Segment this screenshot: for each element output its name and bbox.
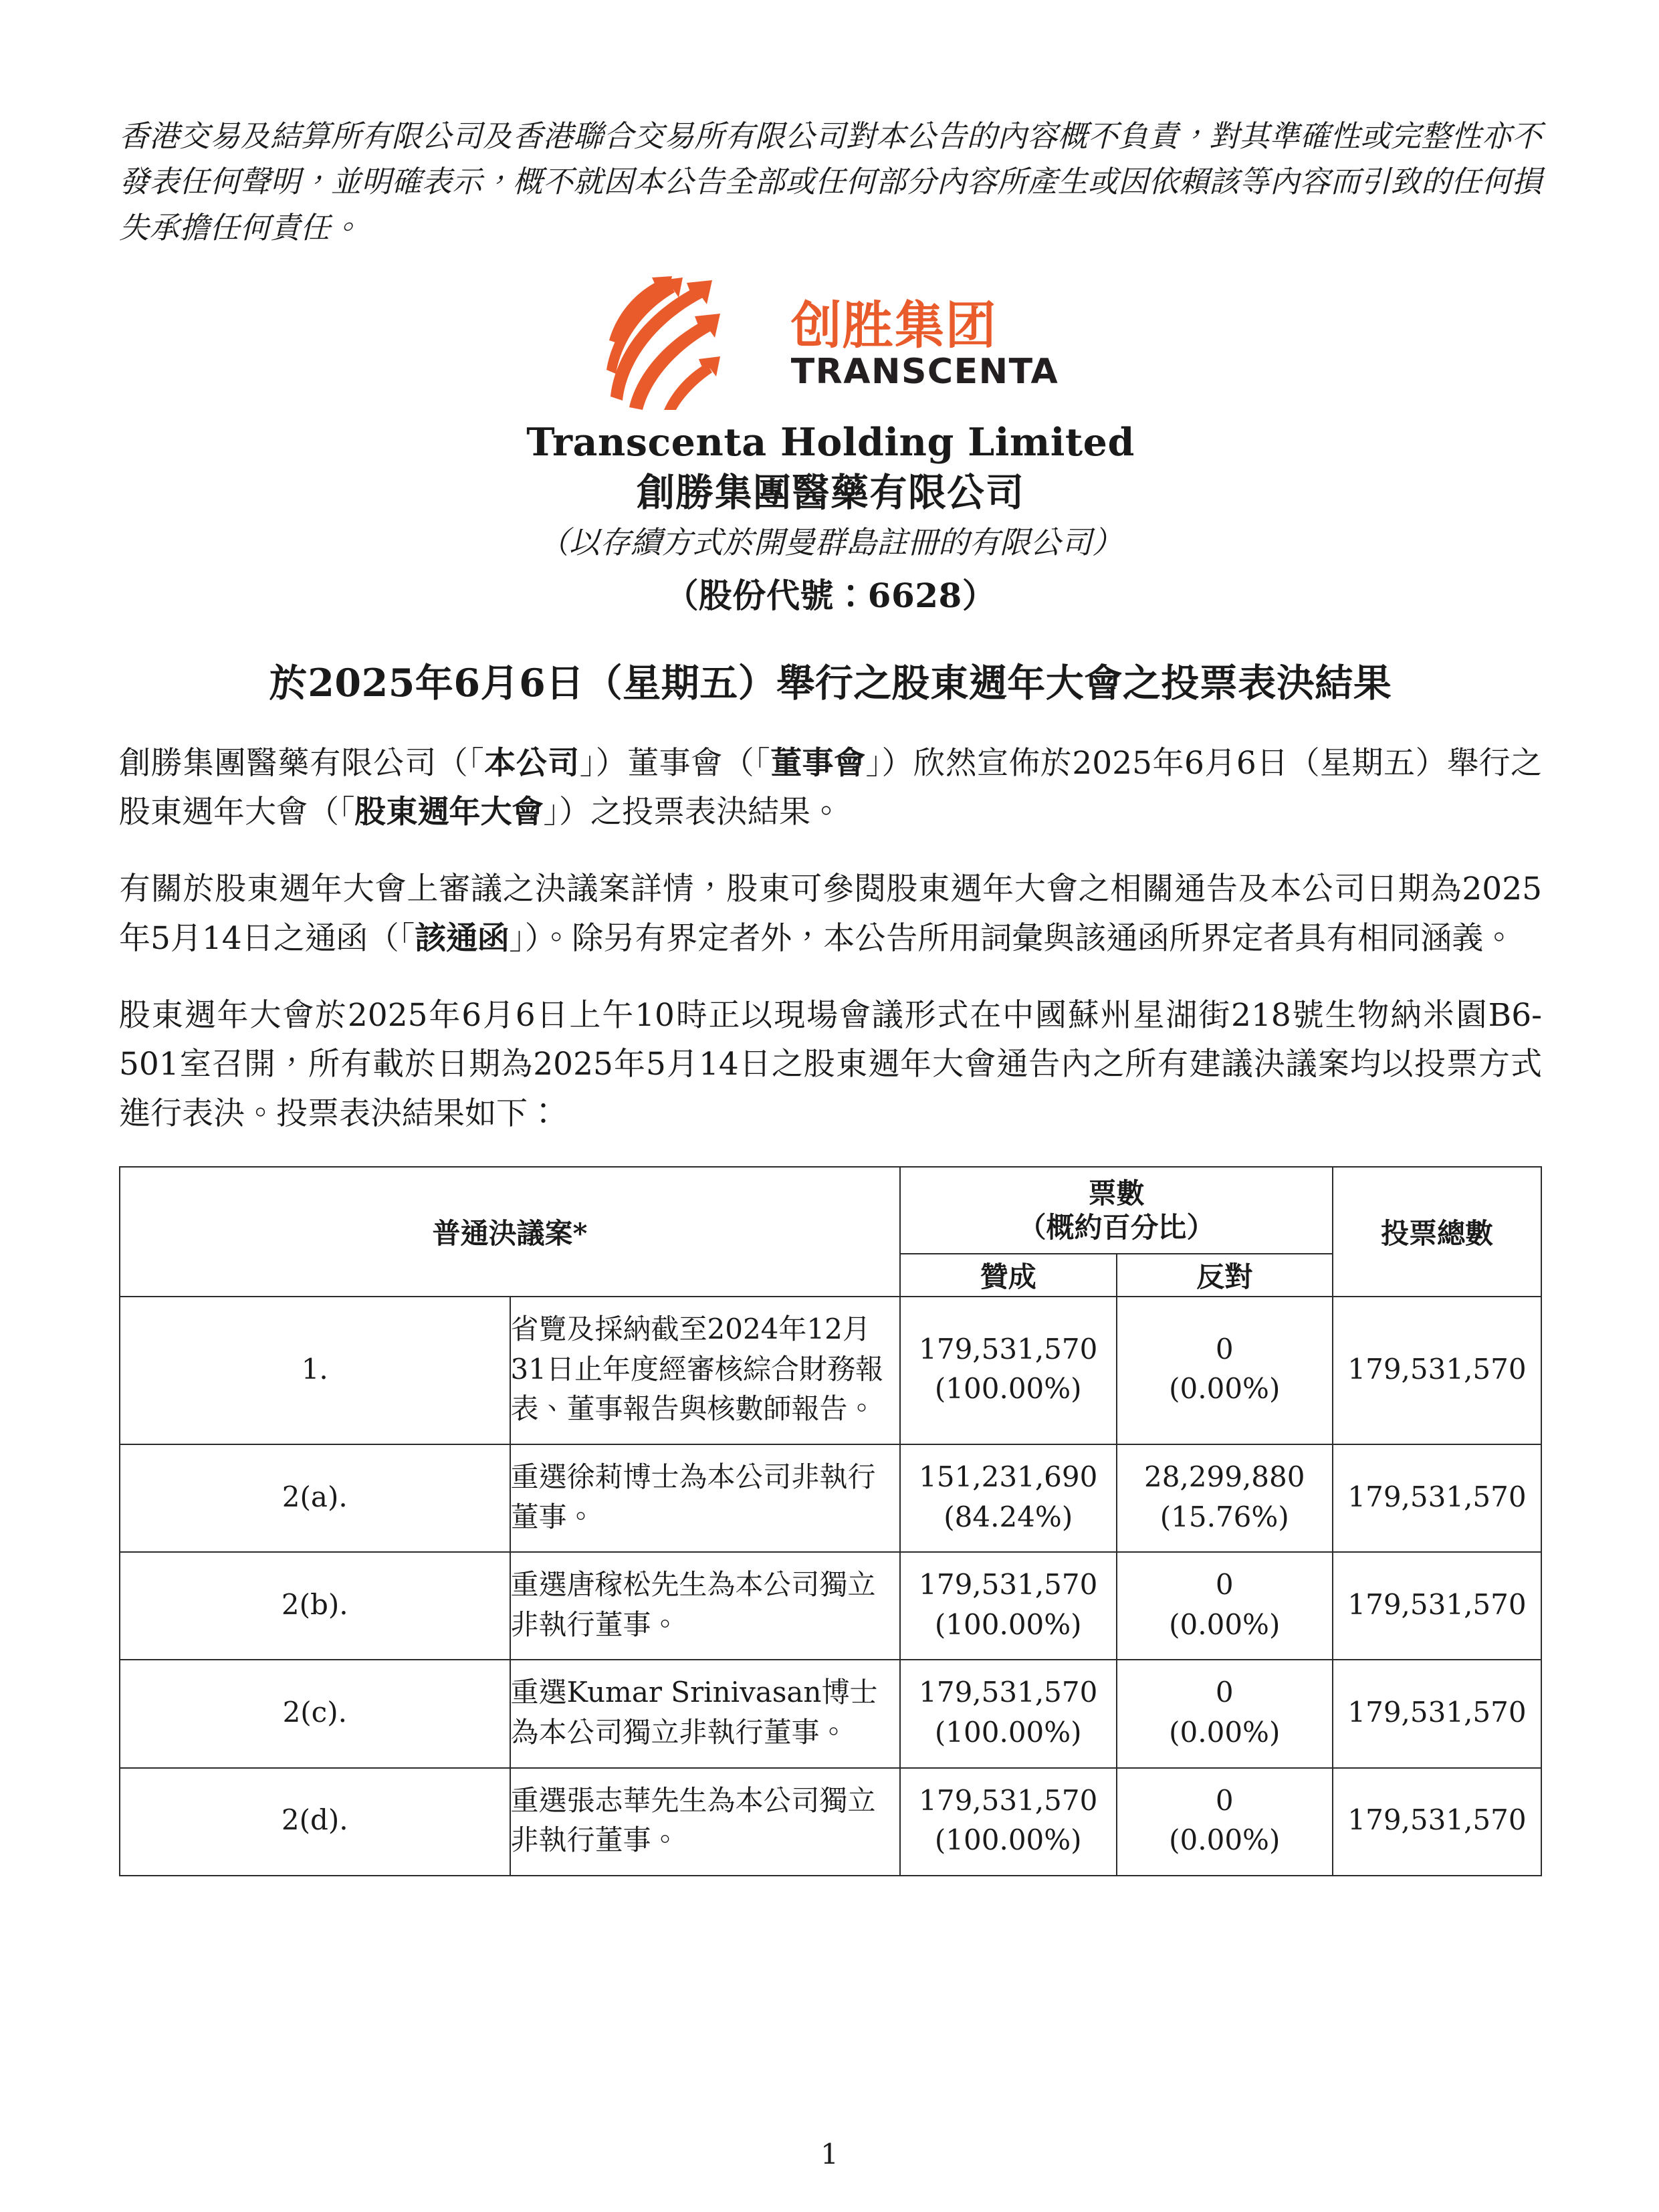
col-header-against: 反對 bbox=[1117, 1254, 1333, 1297]
term-company: 本公司 bbox=[484, 744, 580, 782]
table-body bbox=[120, 1297, 1541, 1876]
table-row bbox=[120, 1552, 1541, 1660]
row-total-votes: 179,531,570 bbox=[1333, 1552, 1541, 1660]
col-header-for: 贊成 bbox=[900, 1254, 1117, 1297]
stock-code: （股份代號：6628） bbox=[665, 575, 996, 615]
row-number: 1. bbox=[120, 1297, 510, 1444]
votes-for-percent: (100.00%) bbox=[934, 1372, 1082, 1406]
hkex-disclaimer: 香港交易及結算所有限公司及香港聯合交易所有限公司對本公告的內容概不負責，對其準確性或完整性亦不發表任何聲明，並明確表示，概不就因本公告全部或任何部分內容所產生或因依賴該等內容而引致的任何損失承擔任何責任。 bbox=[119, 118, 1542, 245]
row-votes-against bbox=[1117, 1297, 1333, 1444]
p2-part-a: 有關於股東週年大會上審議之決議案詳情，股東可參閱股東週年大會之相關通告及本公司日期為2025年5月14日之通函（「 bbox=[119, 871, 1542, 957]
row-total-votes: 179,531,570 bbox=[1333, 1444, 1541, 1552]
votes-for-percent: (100.00%) bbox=[934, 1823, 1082, 1857]
row-votes-for bbox=[900, 1768, 1117, 1876]
votes-for-count: 179,531,570 bbox=[919, 1568, 1098, 1601]
page-title: 於2025年6月6日（星期五）舉行之股東週年大會之投票表決結果 bbox=[269, 660, 1392, 705]
term-circular: 該通函 bbox=[415, 919, 510, 957]
votes-against-percent: (15.76%) bbox=[1159, 1500, 1289, 1533]
row-number: 2(d). bbox=[120, 1768, 510, 1876]
row-votes-against bbox=[1117, 1444, 1333, 1552]
table-head bbox=[120, 1167, 1541, 1297]
company-name-cn: 創勝集團醫藥有限公司 bbox=[637, 469, 1024, 515]
col-header-total: 投票總數 bbox=[1333, 1167, 1541, 1297]
votes-against-percent: (0.00%) bbox=[1169, 1716, 1281, 1749]
row-number: 2(c). bbox=[120, 1660, 510, 1767]
votes-against-count: 0 bbox=[1215, 1332, 1234, 1365]
table-header-row-top bbox=[120, 1167, 1541, 1254]
term-board: 董事會 bbox=[770, 744, 866, 782]
col-header-votes bbox=[900, 1167, 1333, 1254]
row-total-votes: 179,531,570 bbox=[1333, 1768, 1541, 1876]
logo-english-wordmark: TRANSCENTA bbox=[790, 352, 1059, 393]
row-votes-for bbox=[900, 1444, 1117, 1552]
p1-part-a: 創勝集團醫藥有限公司（「 bbox=[119, 744, 485, 782]
row-votes-for bbox=[900, 1297, 1117, 1444]
table-row bbox=[120, 1660, 1541, 1767]
votes-for-percent: (100.00%) bbox=[934, 1716, 1082, 1749]
page-number: 1 bbox=[820, 2138, 839, 2171]
term-agm: 股東週年大會 bbox=[354, 794, 544, 831]
votes-for-count: 179,531,570 bbox=[919, 1332, 1098, 1365]
votes-for-count: 179,531,570 bbox=[919, 1676, 1098, 1709]
incorporation-note: （以存續方式於開曼群島註冊的有限公司） bbox=[538, 524, 1123, 560]
company-name-en: Transcenta Holding Limited bbox=[526, 420, 1135, 465]
votes-for-count: 151,231,690 bbox=[919, 1460, 1098, 1493]
paragraph-announcement bbox=[119, 739, 1542, 837]
votes-against-percent: (0.00%) bbox=[1169, 1823, 1281, 1857]
row-resolution-text: 省覽及採納截至2024年12月31日止年度經審核綜合財務報表、董事報告與核數師報告。 bbox=[510, 1297, 901, 1444]
logo-chinese-wordmark: 创胜集团 bbox=[790, 295, 997, 355]
paragraph-circular-reference bbox=[119, 865, 1542, 963]
row-number: 2(b). bbox=[120, 1552, 510, 1660]
p1-part-d: 」）欣然宣佈於2025年6月6日（星期五）舉行之股東週年大會（「 bbox=[119, 744, 1543, 831]
row-votes-against bbox=[1117, 1552, 1333, 1660]
votes-against-percent: (0.00%) bbox=[1169, 1372, 1281, 1406]
row-number: 2(a). bbox=[120, 1444, 510, 1552]
votes-for-percent: (84.24%) bbox=[944, 1500, 1073, 1533]
row-total-votes: 179,531,570 bbox=[1333, 1297, 1541, 1444]
votes-against-count: 0 bbox=[1215, 1783, 1234, 1817]
row-resolution-text: 重選徐莉博士為本公司非執行董事。 bbox=[510, 1444, 901, 1552]
col-header-votes-line1: 票數 bbox=[1088, 1176, 1145, 1210]
p2-part-c: 」）。除另有界定者外，本公告所用詞彙與該通函所界定者具有相同涵義。 bbox=[509, 919, 1515, 957]
row-votes-for bbox=[900, 1552, 1117, 1660]
votes-against-count: 0 bbox=[1215, 1568, 1234, 1601]
transcenta-arrows-icon bbox=[602, 276, 776, 413]
row-resolution-text: 重選Kumar Srinivasan博士為本公司獨立非執行董事。 bbox=[510, 1660, 901, 1767]
row-resolution-text: 重選張志華先生為本公司獨立非執行董事。 bbox=[510, 1768, 901, 1876]
row-total-votes: 179,531,570 bbox=[1333, 1660, 1541, 1767]
col-header-votes-line2: （概約百分比） bbox=[1018, 1211, 1215, 1244]
votes-for-percent: (100.00%) bbox=[934, 1608, 1082, 1641]
votes-for-count: 179,531,570 bbox=[919, 1783, 1098, 1817]
table-row bbox=[120, 1768, 1541, 1876]
table-row bbox=[120, 1444, 1541, 1552]
row-votes-for bbox=[900, 1660, 1117, 1767]
votes-against-count: 0 bbox=[1215, 1676, 1234, 1709]
col-header-resolutions: 普通決議案* bbox=[120, 1167, 900, 1297]
paragraph-meeting-details: 股東週年大會於2025年6月6日上午10時正以現場會議形式在中國蘇州星湖街218號生物納米園B6-501室召開，所有載於日期為2025年5月14日之股東週年大會通告內之所有建議決議案均以投票方式進行表決。投票表決結果如下： bbox=[119, 997, 1542, 1132]
p1-part-e: 」）之投票表決結果。 bbox=[543, 794, 842, 831]
company-logo bbox=[119, 276, 1542, 413]
row-votes-against bbox=[1117, 1660, 1333, 1767]
table-row bbox=[120, 1297, 1541, 1444]
row-votes-against bbox=[1117, 1768, 1333, 1876]
votes-against-percent: (0.00%) bbox=[1169, 1608, 1281, 1641]
votes-against-count: 28,299,880 bbox=[1144, 1460, 1305, 1493]
p1-part-c: 」）董事會（「 bbox=[579, 744, 771, 782]
row-resolution-text: 重選唐稼松先生為本公司獨立非執行董事。 bbox=[510, 1552, 901, 1660]
poll-results-table bbox=[119, 1166, 1542, 1876]
